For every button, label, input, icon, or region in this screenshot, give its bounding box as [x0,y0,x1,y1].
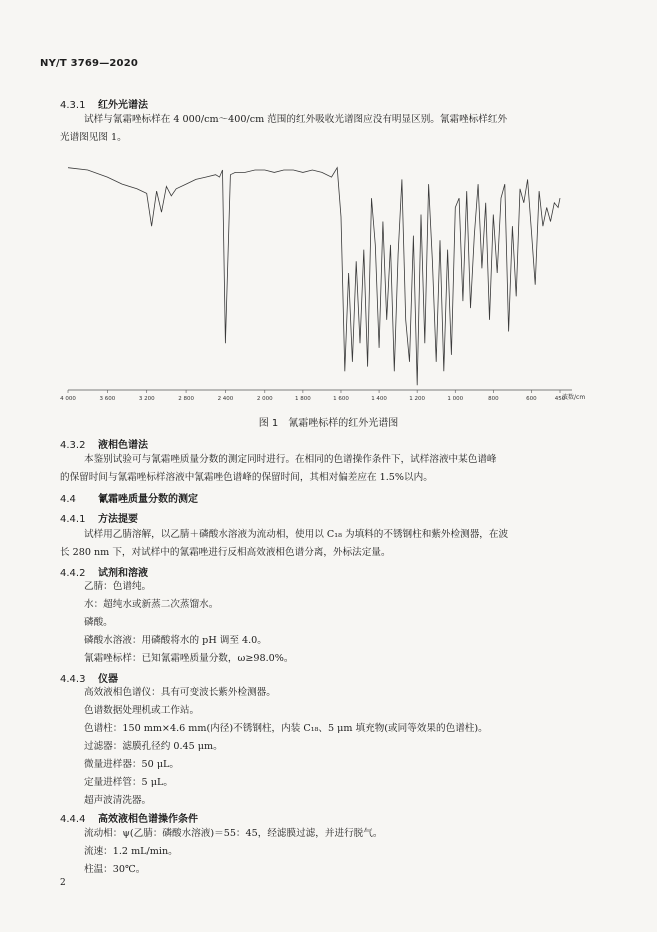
standard-number: NY/T 3769—2020 [40,58,139,69]
heading-4-4-3 [60,670,118,685]
heading-number: 4.4.4 [60,814,86,825]
heading-4-3-2 [60,436,148,451]
x-tick-label: 3 600 [99,396,116,402]
paragraph-ir-line1: 试样与氰霜唑标样在 4 000/cm～400/cm 范围的红外吸收光谱图应没有明显区别。氰霜唑标样红外 [84,114,508,125]
condition-item: 流速：1.2 mL/min。 [84,846,178,857]
x-tick-label: 450 [554,396,566,402]
x-tick-label: 800 [488,396,499,402]
x-tick-label: 2 400 [217,396,234,402]
x-tick-label: 4 000 [60,396,76,402]
heading-title: 红外光谱法 [98,100,148,111]
reagent-item: 乙腈：色谱纯。 [84,581,152,592]
paragraph-lc-line1: 本鉴别试验可与氰霜唑质量分数的测定同时进行。在相同的色谱操作条件下，试样溶液中某色谱峰 [84,454,497,465]
heading-4-3-1 [60,96,148,111]
figure-caption: 图 1 氰霜唑标样的红外光谱图 [258,418,399,429]
paragraph-method-line1: 试样用乙腈溶解，以乙腈＋磷酸水溶液为流动相，使用以 C₁₈ 为填料的不锈钢柱和紫外检测器，在波 [84,529,509,540]
x-tick-label: 1 400 [371,396,387,402]
heading-number: 4.3.1 [60,100,86,111]
heading-title: 仪器 [98,674,118,685]
heading-number: 4.4.2 [60,568,86,579]
heading-title: 高效液相色谱操作条件 [98,814,198,825]
instrument-item: 定量进样管：5 μL。 [84,777,173,788]
instrument-item: 超声波清洗器。 [84,795,152,806]
instrument-item: 过滤器：滤膜孔径约 0.45 μm。 [84,741,223,752]
x-tick-label: 2 800 [178,396,194,402]
heading-title: 氰霜唑质量分数的测定 [98,494,198,505]
heading-number: 4.4.1 [60,514,86,525]
condition-item: 柱温：30℃。 [84,864,146,875]
heading-number: 4.4 [60,494,76,505]
ir-spectrum-line [68,168,560,386]
reagent-item: 磷酸。 [84,617,113,628]
heading-title: 试剂和溶液 [98,568,148,579]
heading-number: 4.4.3 [60,674,86,685]
heading-4-4-1 [60,510,138,525]
x-tick-label: 2 000 [256,396,273,402]
paragraph-lc-line2: 的保留时间与氰霜唑标样溶液中氰霜唑色谱峰的保留时间，其相对偏差应在 1.5%以内。 [60,472,433,483]
instrument-item: 微量进样器：50 μL。 [84,759,180,770]
reagent-item: 磷酸水溶液：用磷酸将水的 pH 调至 4.0。 [84,635,267,646]
instrument-item: 色谱柱：150 mm×4.6 mm(内径)不锈钢柱，内装 C₁₈、5 μm 填充物(或同等效果的色谱柱)。 [84,723,488,734]
heading-4-4 [60,490,198,505]
ir-spectrum-chart [60,152,600,407]
x-tick-label: 1 200 [409,396,426,402]
x-tick-label: 1 800 [295,396,311,402]
instrument-item: 高效液相色谱仪：具有可变波长紫外检测器。 [84,687,276,698]
heading-title: 液相色谱法 [98,440,148,451]
x-tick-label: 1 600 [333,396,349,402]
heading-4-4-2 [60,564,148,579]
x-tick-label: 3 200 [138,396,155,402]
page-number: 2 [60,878,66,888]
paragraph-method-line2: 长 280 nm 下，对试样中的氰霜唑进行反相高效液相色谱分离，外标法定量。 [60,547,391,558]
heading-4-4-4 [60,810,198,825]
reagent-item: 氰霜唑标样：已知氰霜唑质量分数，ω≥98.0%。 [84,653,294,664]
x-tick-label: 600 [526,396,537,402]
x-axis-label: 波数/cm [562,394,586,401]
heading-number: 4.3.2 [60,440,86,451]
heading-title: 方法提要 [98,514,138,525]
condition-item: 流动相：ψ(乙腈：磷酸水溶液)＝55：45，经滤膜过滤，并进行脱气。 [84,828,383,839]
instrument-item: 色谱数据处理机或工作站。 [84,705,200,716]
x-tick-label: 1 000 [447,396,464,402]
paragraph-ir-line2: 光谱图见图 1。 [60,132,127,143]
reagent-item: 水：超纯水或新蒸二次蒸馏水。 [84,599,219,610]
